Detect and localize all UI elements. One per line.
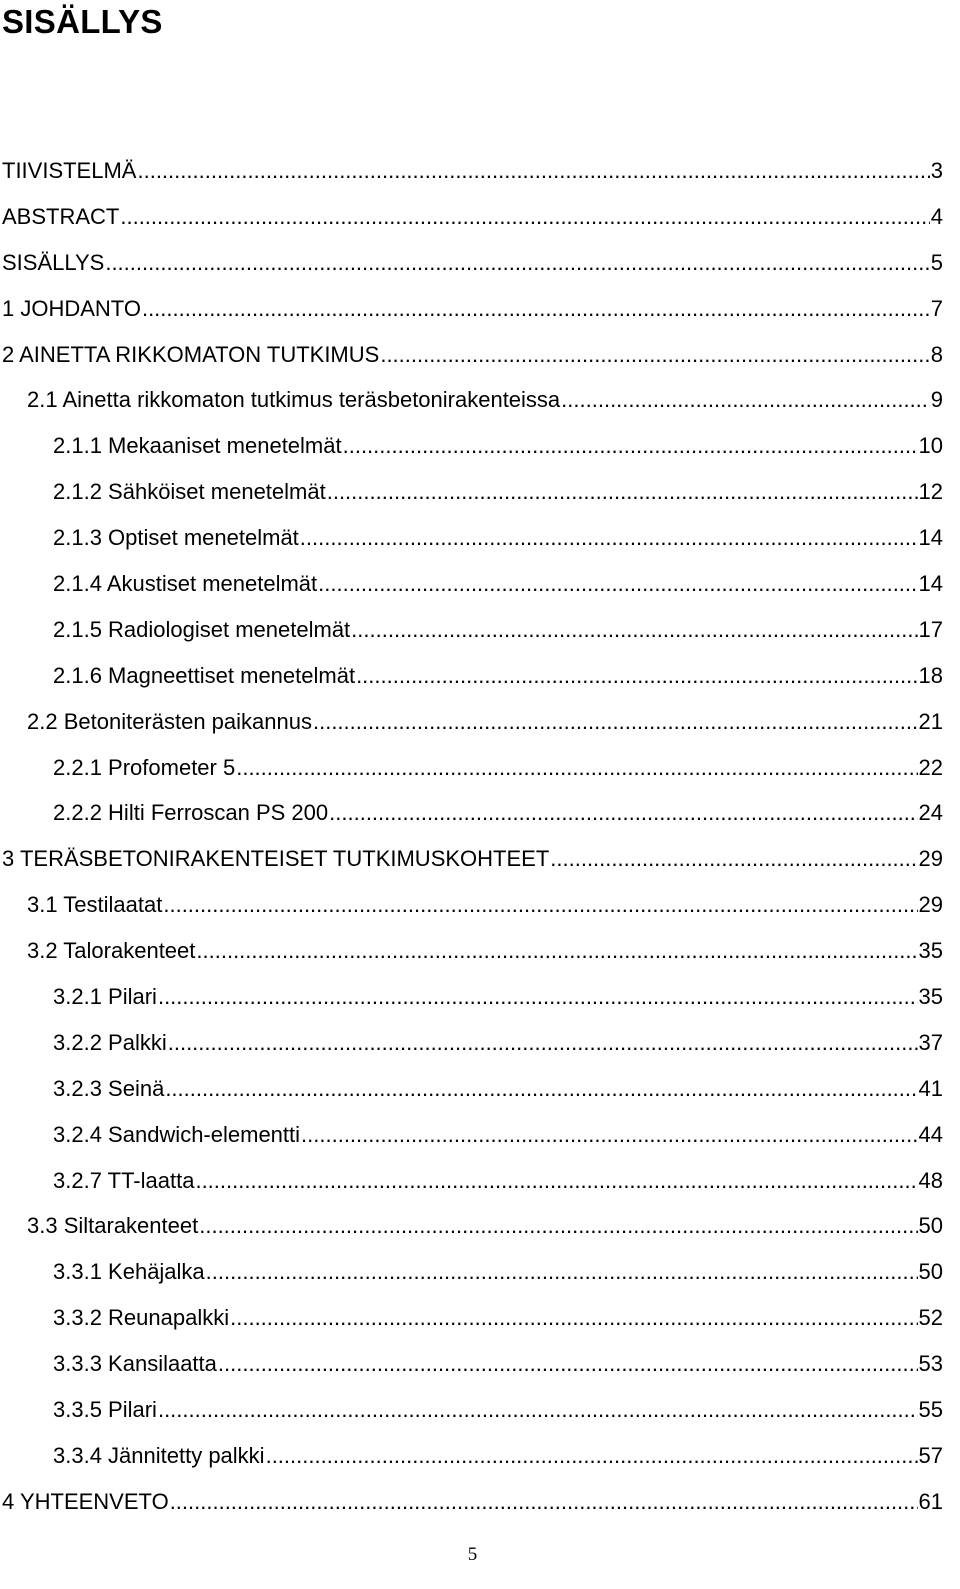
toc-entry-label: ABSTRACT [2, 203, 120, 229]
toc-dot-leader [195, 1163, 917, 1199]
toc-dot-leader [120, 199, 929, 235]
toc-entry-label: 2.1.4 Akustiset menetelmät [53, 571, 318, 597]
toc-entry[interactable] [0, 1163, 943, 1209]
toc-entry-page: 17 [918, 616, 943, 642]
toc-dot-leader [196, 933, 917, 969]
toc-entry[interactable] [0, 704, 943, 750]
toc-dot-leader [356, 658, 917, 694]
toc-entry-label: 3.2.1 Pilari [53, 984, 157, 1010]
toc-entry[interactable] [0, 382, 943, 428]
toc-entry-label: TIIVISTELMÄ [2, 158, 137, 183]
toc-entry[interactable] [0, 337, 943, 383]
toc-entry-page: 14 [918, 571, 943, 597]
toc-entry-page: 41 [918, 1075, 943, 1101]
toc-entry-label: 3.2.7 TT-laatta [53, 1167, 195, 1193]
toc-entry[interactable] [0, 887, 943, 933]
toc-entry-label: 3.2.2 Palkki [53, 1029, 167, 1055]
toc-entry-page: 29 [918, 846, 943, 872]
toc-dot-leader [313, 704, 918, 740]
toc-entry-page: 3 [930, 158, 943, 183]
toc-entry[interactable] [0, 795, 943, 841]
toc-dot-leader [165, 1071, 917, 1107]
table-of-contents [0, 153, 943, 1530]
toc-entry-page: 18 [918, 662, 943, 688]
toc-entry-label: 3.2.4 Sandwich-elementti [53, 1121, 301, 1147]
toc-dot-leader [550, 841, 917, 877]
toc-entry-label: 2.2 Betoniterästen paikannus [27, 708, 312, 734]
toc-entry-label: SISÄLLYS [2, 249, 105, 275]
toc-dot-leader [199, 1208, 917, 1244]
toc-entry-label: 3.2 Talorakenteet [27, 938, 196, 964]
toc-entry-page: 22 [918, 754, 943, 780]
toc-entry[interactable] [0, 1392, 943, 1438]
toc-entry-label: 3.1 Testilaatat [27, 892, 163, 918]
toc-entry-label: 3.2.3 Seinä [53, 1075, 165, 1101]
toc-entry[interactable] [0, 1025, 943, 1071]
toc-entry-page: 50 [918, 1259, 943, 1285]
toc-entry[interactable] [0, 1117, 943, 1163]
toc-entry-label: 2.2.1 Profometer 5 [53, 754, 236, 780]
toc-dot-leader [206, 1254, 918, 1290]
toc-dot-leader [380, 337, 929, 373]
toc-entry-label: 3.3.2 Reunapalkki [53, 1305, 230, 1331]
toc-entry-page: 10 [918, 433, 943, 459]
toc-dot-leader [561, 382, 930, 418]
toc-entry[interactable] [0, 1208, 943, 1254]
toc-entry[interactable] [0, 979, 943, 1025]
toc-entry-page: 29 [918, 892, 943, 918]
toc-entry[interactable] [0, 841, 943, 887]
toc-entry[interactable] [0, 199, 943, 245]
toc-dot-leader [327, 474, 918, 510]
toc-dot-leader [318, 566, 917, 602]
toc-entry-page: 57 [918, 1442, 943, 1468]
toc-dot-leader [236, 750, 917, 786]
toc-entry[interactable] [0, 520, 943, 566]
toc-entry[interactable] [0, 1484, 943, 1530]
toc-entry-page: 35 [918, 984, 943, 1010]
toc-entry-label: 2.1 Ainetta rikkomaton tutkimus teräsbetonirakenteissa [27, 387, 561, 413]
toc-entry[interactable] [0, 1346, 943, 1392]
toc-entry-page: 50 [918, 1213, 943, 1239]
toc-entry[interactable] [0, 1438, 943, 1484]
toc-entry-label: 4 YHTEENVETO [2, 1488, 169, 1514]
toc-entry-page: 21 [918, 708, 943, 734]
toc-entry-page: 8 [930, 341, 943, 367]
toc-entry[interactable] [0, 566, 943, 612]
toc-dot-leader [351, 612, 917, 648]
toc-entry-page: 52 [918, 1305, 943, 1331]
toc-entry-page: 48 [918, 1167, 943, 1193]
toc-entry-page: 9 [930, 387, 943, 413]
toc-entry-page: 37 [918, 1029, 943, 1055]
toc-entry-page: 5 [930, 249, 943, 275]
toc-entry-label: 3 TERÄSBETONIRAKENTEISET TUTKIMUSKOHTEET [2, 846, 550, 872]
toc-entry-label: 2.1.2 Sähköiset menetelmät [53, 479, 326, 505]
toc-dot-leader [300, 520, 918, 556]
toc-entry-label: 2.2.2 Hilti Ferroscan PS 200 [53, 800, 329, 826]
toc-entry-label: 2.1.5 Radiologiset menetelmät [53, 616, 351, 642]
toc-entry[interactable] [0, 291, 943, 337]
toc-dot-leader [142, 291, 930, 327]
toc-entry-label: 2.1.3 Optiset menetelmät [53, 525, 299, 551]
page-number: 5 [467, 1544, 478, 1565]
toc-entry[interactable] [0, 933, 943, 979]
toc-entry-label: 3.3.5 Pilari [53, 1397, 157, 1423]
toc-entry-page: 12 [918, 479, 943, 505]
toc-dot-leader [230, 1300, 917, 1336]
toc-entry-page: 53 [918, 1351, 943, 1377]
toc-entry-label: 3.3 Siltarakenteet [27, 1213, 199, 1239]
toc-entry-page: 55 [918, 1397, 943, 1423]
toc-dot-leader [158, 1392, 918, 1428]
toc-entry-label: 2.1.1 Mekaaniset menetelmät [53, 433, 342, 459]
toc-entry[interactable] [0, 245, 943, 291]
toc-entry-label: 3.3.1 Kehäjalka [53, 1259, 205, 1285]
toc-dot-leader [168, 1025, 918, 1061]
page-title: SISÄLLYS [2, 3, 163, 40]
toc-dot-leader [158, 979, 918, 1015]
toc-entry[interactable] [0, 153, 943, 199]
toc-entry[interactable] [0, 750, 943, 796]
toc-dot-leader [329, 795, 917, 831]
toc-dot-leader [343, 428, 918, 464]
toc-dot-leader [170, 1484, 918, 1520]
toc-dot-leader [266, 1438, 918, 1474]
toc-entry[interactable] [0, 658, 943, 704]
toc-entry-page: 61 [918, 1488, 943, 1514]
toc-entry[interactable] [0, 1300, 943, 1346]
toc-entry[interactable] [0, 612, 943, 658]
toc-entry-page: 35 [918, 938, 943, 964]
toc-entry-label: 3.3.3 Kansilaatta [53, 1351, 217, 1377]
toc-entry-label: 1 JOHDANTO [2, 295, 141, 321]
toc-entry[interactable] [0, 474, 943, 520]
toc-dot-leader [105, 245, 929, 281]
toc-entry-page: 7 [930, 295, 943, 321]
toc-entry-page: 44 [918, 1121, 943, 1147]
toc-dot-leader [218, 1346, 918, 1382]
toc-dot-leader [163, 887, 917, 923]
toc-entry-label: 3.3.4 Jännitetty palkki [53, 1442, 265, 1468]
toc-entry[interactable] [0, 1254, 943, 1300]
toc-entry-page: 24 [918, 800, 943, 826]
toc-entry-label: 2 AINETTA RIKKOMATON TUTKIMUS [2, 341, 380, 367]
toc-dot-leader [137, 153, 929, 189]
toc-entry-page: 4 [930, 203, 943, 229]
toc-entry-label: 2.1.6 Magneettiset menetelmät [53, 662, 356, 688]
toc-entry[interactable] [0, 1071, 943, 1117]
toc-entry-page: 14 [918, 525, 943, 551]
toc-dot-leader [301, 1117, 917, 1153]
toc-entry[interactable] [0, 428, 943, 474]
